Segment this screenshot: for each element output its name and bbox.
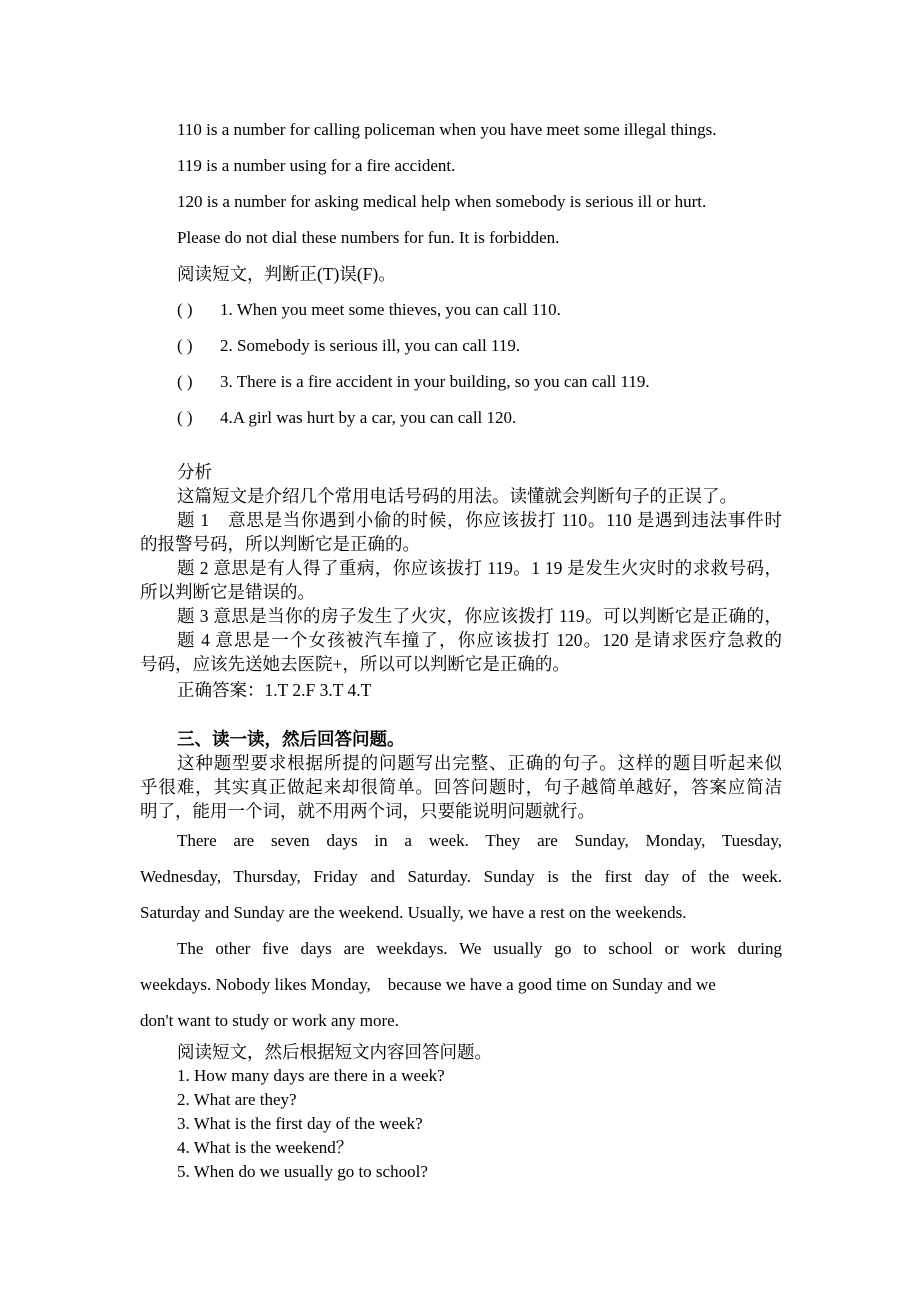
- analysis-line: 号码，应该先送她去医院+，所以可以判断它是正确的。: [140, 654, 570, 674]
- question-line: 5. When do we usually go to school?: [177, 1162, 428, 1181]
- passage-line: Please do not dial these numbers for fun. It is forbidden.: [177, 228, 560, 247]
- analysis-line: 所以判断它是错误的。: [140, 582, 315, 602]
- intro-line: 这种题型要求根据所提的问题写出完整、正确的句子。这样的题目听起来似: [177, 753, 782, 773]
- question-bracket: ( ): [177, 336, 193, 355]
- analysis-line: 的报警号码，所以判断它是正确的。: [140, 534, 420, 554]
- instruction: 阅读短文，判断正(T)误(F)。: [177, 264, 396, 284]
- analysis-line: 题 2 意思是有人得了重病，你应该拔打 119。1 19 是发生火灾时的求救号码，: [177, 558, 782, 578]
- answer-key: 正确答案：1.T 2.F 3.T 4.T: [177, 680, 372, 700]
- analysis-title: 分析: [177, 462, 212, 482]
- passage-line: Wednesday, Thursday, Friday and Saturday. Sunday is the first day of the week.: [140, 867, 782, 886]
- question-bracket: ( ): [177, 300, 193, 319]
- question-text: 1. When you meet some thieves, you can call 110.: [220, 300, 561, 319]
- section-heading: 三、读一读，然后回答问题。: [177, 729, 405, 749]
- question-bracket: ( ): [177, 408, 193, 427]
- analysis-line: 题 4 意思是一个女孩被汽车撞了，你应该拔打 120。120 是请求医疗急救的: [177, 630, 782, 650]
- passage-line: 119 is a number using for a fire accident.: [177, 156, 456, 175]
- question-text: 2. Somebody is serious ill, you can call 119.: [220, 336, 521, 355]
- question-line: 4. What is the weekend？: [177, 1138, 353, 1157]
- analysis-line: 这篇短文是介绍几个常用电话号码的用法。读懂就会判断句子的正误了。: [177, 486, 737, 506]
- question-text: 4.A girl was hurt by a car, you can call 120.: [220, 408, 517, 427]
- question-text: 3. There is a fire accident in your building, so you can call 119.: [220, 372, 650, 391]
- passage-line: The other five days are weekdays. We usually go to school or work during: [177, 939, 782, 958]
- passage-line: 120 is a number for asking medical help when somebody is serious ill or hurt.: [177, 192, 707, 211]
- passage-line: There are seven days in a week. They are Sunday, Monday, Tuesday,: [177, 831, 782, 850]
- intro-line: 明了，能用一个词，就不用两个词，只要能说明问题就行。: [140, 801, 595, 821]
- question-line: 2. What are they?: [177, 1090, 297, 1109]
- intro-line: 乎很难，其实真正做起来却很简单。回答问题时，句子越简单越好，答案应简洁: [140, 777, 782, 797]
- question-line: 1. How many days are there in a week?: [177, 1066, 445, 1085]
- analysis-line: 题 3 意思是当你的房子发生了火灾，你应该拨打 119。可以判断它是正确的，: [177, 606, 782, 626]
- passage-line: 110 is a number for calling policeman when you have meet some illegal things.: [177, 120, 717, 139]
- analysis-line: 题 1 意思是当你遇到小偷的时候，你应该拔打 110。110 是遇到违法事件时: [177, 510, 782, 530]
- passage-line: weekdays. Nobody likes Monday, because we have a good time on Sunday and we: [140, 975, 716, 994]
- instruction: 阅读短文，然后根据短文内容回答问题。: [177, 1042, 492, 1062]
- question-line: 3. What is the first day of the week?: [177, 1114, 423, 1133]
- passage-line: Saturday and Sunday are the weekend. Usually, we have a rest on the weekends.: [140, 903, 687, 922]
- passage-line: don't want to study or work any more.: [140, 1011, 399, 1030]
- question-bracket: ( ): [177, 372, 193, 391]
